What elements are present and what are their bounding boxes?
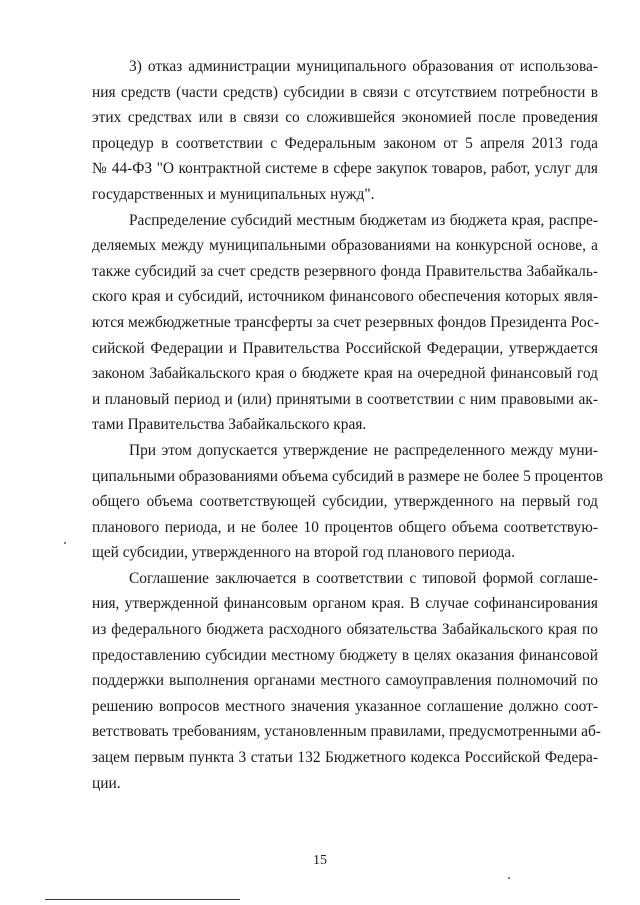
paragraph-line: ципальными образованиями объема субсидий в размере не более 5 процентов: [92, 467, 604, 485]
paragraph-line: ния, утвержденной финансовым органом края. В случае софинансирования: [92, 595, 598, 613]
document-body: [92, 54, 604, 796]
scan-speck: [508, 877, 510, 879]
paragraph-line: процедур в соответствии с Федеральным законом от 5 апреля 2013 года: [92, 134, 598, 152]
scan-speck: [64, 542, 66, 544]
paragraph-line: поддержки выполнения органами местного самоуправления полномочий по: [92, 672, 598, 690]
paragraph-line: также субсидий за счет средств резервного фонда Правительства Забайкаль-: [92, 262, 598, 280]
paragraph-first-line: При этом допускается утверждение не распределенного между муни-: [129, 441, 598, 459]
paragraph-line: предоставлению субсидии местному бюджету в целях оказания финансовой: [92, 646, 598, 664]
paragraph-line: этих средствах или в связи со сложившейся экономией после проведения: [92, 109, 598, 127]
footer-rule: [45, 899, 240, 900]
paragraph-line: государственных и муниципальных нужд".: [92, 185, 375, 203]
paragraph-line: из федерального бюджета расходного обязательства Забайкальского края по: [92, 621, 598, 639]
paragraph-line: ния средств (части средств) субсидии в связи с отсутствием потребности в: [92, 83, 598, 101]
paragraph-line: законом Забайкальского края о бюджете края на очередной финансовый год: [92, 365, 598, 383]
paragraph-line: планового периода, и не более 10 процентов общего объема соответствую-: [92, 518, 598, 536]
paragraph-line: ского края и субсидий, источником финансового обеспечения которых явля-: [92, 288, 598, 306]
paragraph-line: общего объема соответствующей субсидии, утвержденного на первый год: [92, 493, 598, 511]
paragraph-line: сийской Федерации и Правительства Российской Федерации, утверждается: [92, 339, 598, 357]
paragraph-line: ются межбюджетные трансферты за счет резервных фондов Президента Рос-: [92, 313, 600, 331]
paragraph-first-line: Соглашение заключается в соответствии с типовой формой соглаше-: [129, 569, 598, 587]
paragraph-line: ции.: [92, 774, 121, 792]
paragraph-line: щей субсидии, утвержденного на второй год планового периода.: [92, 544, 515, 562]
paragraph-line: и плановый период и (или) принятыми в соответствии с ним правовыми ак-: [92, 390, 598, 408]
paragraph-line: ветствовать требованиям, установленным правилами, предусмотренными аб-: [92, 723, 601, 741]
paragraph-line: решению вопросов местного значения указанное соглашение должно соот-: [92, 697, 598, 715]
paragraph-first-line: 3) отказ администрации муниципального образования от использова-: [129, 58, 598, 75]
paragraph-first-line: Распределение субсидий местным бюджетам из бюджета края, распре-: [129, 211, 598, 229]
paragraph-line: № 44-ФЗ "О контрактной системе в сфере закупок товаров, работ, услуг для: [92, 160, 598, 178]
paragraph-line: тами Правительства Забайкальского края.: [92, 416, 367, 434]
paragraph-line: зацем первым пункта 3 статьи 132 Бюджетного кодекса Российской Федера-: [92, 749, 598, 767]
paragraph-line: деляемых между муниципальными образованиями на конкурсной основе, а: [92, 237, 598, 255]
page-number: 15: [313, 853, 327, 868]
